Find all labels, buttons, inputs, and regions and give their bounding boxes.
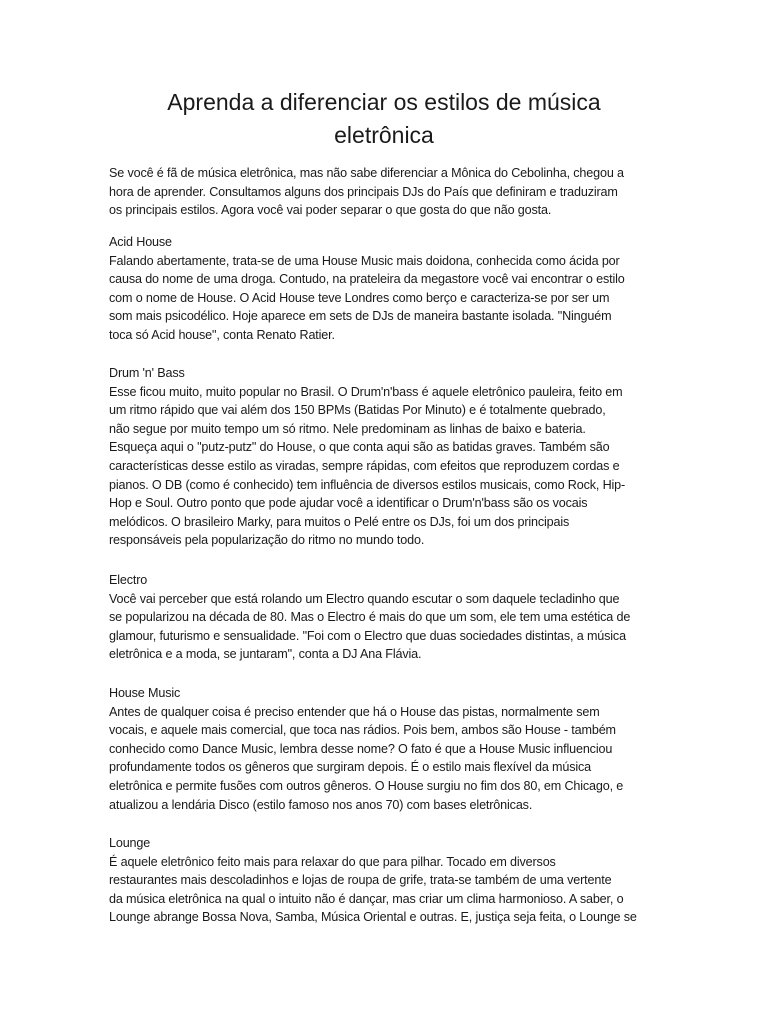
section-heading: Acid House (109, 235, 172, 249)
text-line: eletrônica e a moda, se juntaram", conta a DJ Ana Flávia. (109, 647, 422, 662)
text-line: restaurantes mais descoladinhos e lojas de roupa de grife, trata-se também de uma vertente (109, 873, 612, 888)
text-line: hora de aprender. Consultamos alguns dos principais DJs do País que definiram e traduziram (109, 184, 618, 199)
intro-paragraph (109, 164, 661, 220)
text-line: conhecido como Dance Music, lembra desse nome? O fato é que a House Music influenciou (109, 741, 613, 756)
text-line: toca só Acid house", conta Renato Ratier. (109, 327, 335, 342)
text-line: características desse estilo as viradas, sempre rápidas, com efeitos que reproduzem cordas e (109, 458, 620, 473)
text-line: causa do nome de uma droga. Contudo, na prateleira da megastore você vai encontrar o estilo (109, 272, 625, 287)
text-line: Esqueça aqui o "putz-putz" do House, o que conta aqui são as batidas graves. Também são (109, 440, 610, 455)
text-line: Hop e Soul. Outro ponto que pode ajudar você a identificar o Drum'n'bass são os vocais (109, 496, 588, 511)
section-acid-house (109, 233, 661, 345)
text-line: É aquele eletrônico feito mais para relaxar do que para pilhar. Tocado em diversos (109, 854, 556, 869)
section-heading: House Music (109, 686, 181, 700)
text-line: se popularizou na década de 80. Mas o Electro é mais do que um som, ele tem uma estética de (109, 610, 631, 625)
text-line: Antes de qualquer coisa é preciso entender que há o House das pistas, normalmente sem (109, 704, 600, 719)
text-line: com o nome de House. O Acid House teve Londres como berço e caracteriza-se por ser um (109, 290, 610, 305)
text-line: profundamente todos os gêneros que surgiram depois. É o estilo mais flexível da música (109, 760, 592, 775)
document-title (110, 86, 658, 152)
title-line: eletrônica (334, 122, 434, 148)
section-electro (109, 571, 661, 664)
text-line: som mais psicodélico. Hoje aparece em sets de DJs de maneira bastante isolada. "Ninguém (109, 309, 612, 324)
text-line: vocais, e aquele mais comercial, que toca nas rádios. Pois bem, ambos são House - também (109, 723, 616, 738)
text-line: Lounge abrange Bossa Nova, Samba, Música Oriental e outras. E, justiça seja feita, o Lounge se (109, 910, 637, 925)
title-line: Aprenda a diferenciar os estilos de música (167, 89, 601, 115)
text-line: atualizou a lendária Disco (estilo famoso nos anos 70) com bases eletrônicas. (109, 797, 533, 812)
section-heading: Electro (109, 573, 148, 587)
text-line: melódicos. O brasileiro Marky, para muitos o Pelé entre os DJs, foi um dos principais (109, 514, 570, 529)
text-line: eletrônica e permite fusões com outros gêneros. O House surgiu no fim dos 80, em Chicago, e (109, 778, 624, 793)
section-heading: Drum 'n' Bass (109, 366, 185, 380)
text-line: Esse ficou muito, muito popular no Brasil. O Drum'n'bass é aquele eletrônico pauleira, feito em (109, 384, 623, 399)
text-line: responsáveis pela popularização do ritmo no mundo todo. (109, 533, 425, 548)
text-line: Falando abertamente, trata-se de uma House Music mais doidona, conhecida como ácida por (109, 253, 620, 268)
section-lounge (109, 834, 661, 927)
text-line: Você vai perceber que está rolando um Electro quando escutar o som daquele tecladinho que (109, 591, 620, 606)
text-line: da música eletrônica na qual o intuito não é dançar, mas criar um clima harmonioso. A saber, o (109, 891, 624, 906)
text-line: os principais estilos. Agora você vai poder separar o que gosta do que não gosta. (109, 203, 552, 218)
text-line: pianos. O DB (como é conhecido) tem influência de diversos estilos musicais, como Rock, Hip- (109, 477, 626, 492)
text-line: glamour, futurismo e sensualidade. "Foi com o Electro que duas sociedades distintas, a música (109, 628, 626, 643)
section-house-music (109, 684, 661, 814)
text-line: um ritmo rápido que vai além dos 150 BPMs (Batidas Por Minuto) e é totalmente quebrado, (109, 403, 606, 418)
section-heading: Lounge (109, 836, 151, 850)
text-line: não segue por muito tempo um só ritmo. Nele predominam as linhas de baixo e bateria. (109, 421, 586, 436)
text-line: Se você é fã de música eletrônica, mas não sabe diferenciar a Mônica do Cebolinha, chegou a (109, 166, 624, 180)
section-drum-n-bass (109, 364, 661, 550)
